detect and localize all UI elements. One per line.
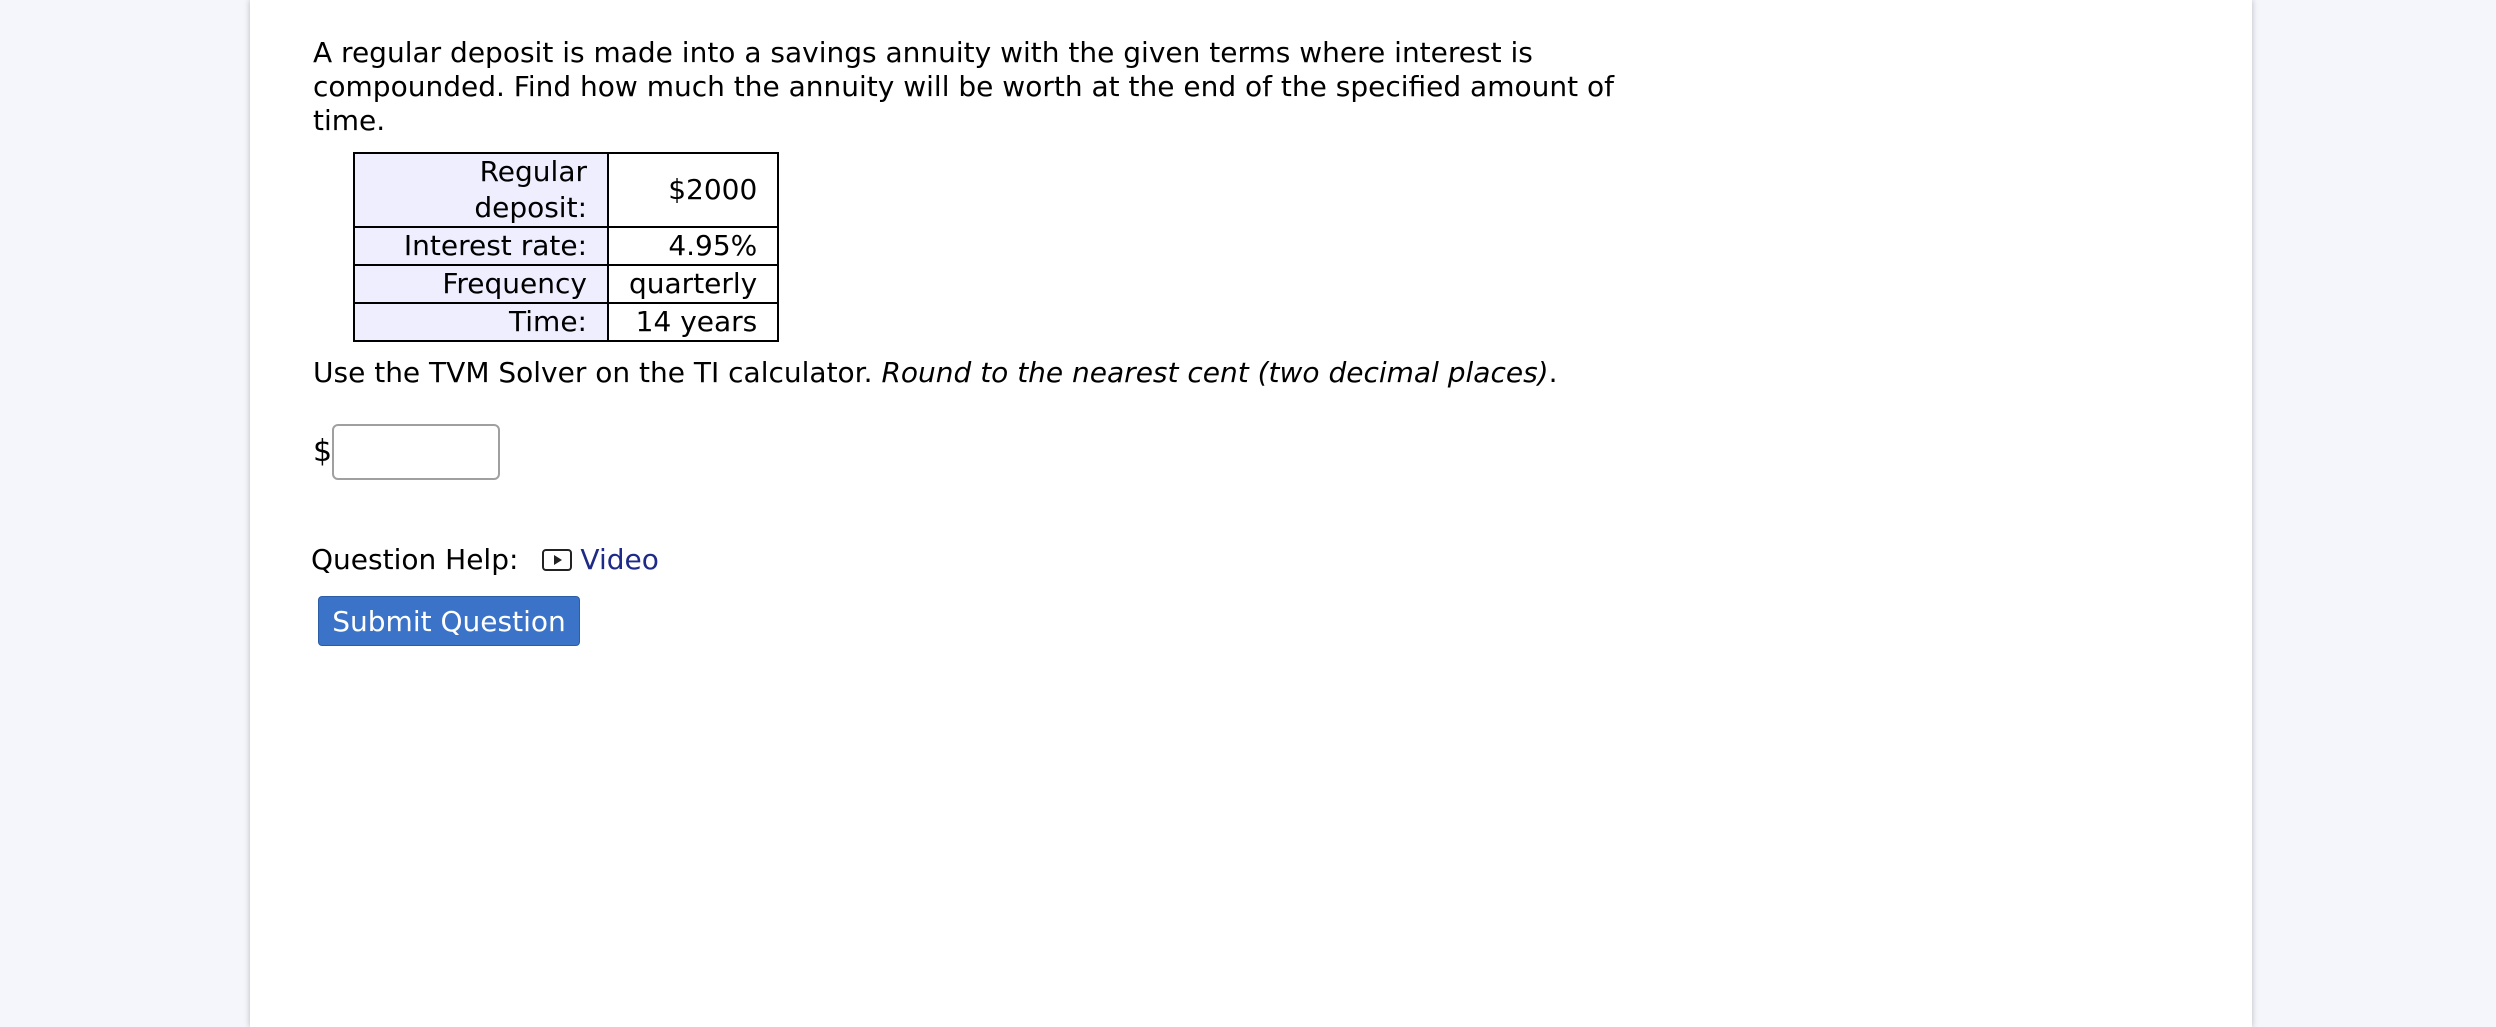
term-value: 4.95% (608, 227, 778, 265)
question-page (250, 0, 2252, 1027)
term-label: Regular deposit: (354, 153, 608, 227)
term-value: quarterly (608, 265, 778, 303)
video-link-label: Video (580, 543, 659, 576)
term-label: Interest rate: (354, 227, 608, 265)
answer-row (313, 424, 500, 480)
table-row (354, 303, 778, 341)
video-play-icon (542, 549, 572, 571)
question-prompt: A regular deposit is made into a savings annuity with the given terms where interest is compounded. Find how much the annuity will be worth at the end of the specified amount of time. (313, 36, 1614, 137)
term-label: Frequency (354, 265, 608, 303)
term-value: 14 years (608, 303, 778, 341)
rounding-instruction: Round to the nearest cent (two decimal places) (881, 356, 1549, 389)
instruction-end: . (1548, 356, 1558, 389)
table-row (354, 153, 778, 227)
annuity-terms-table (353, 152, 779, 342)
submit-question-button[interactable]: Submit Question (318, 596, 580, 646)
question-help (311, 542, 659, 578)
question-content (311, 36, 1713, 638)
term-label: Time: (354, 303, 608, 341)
question-help-label: Question Help: (311, 543, 519, 576)
video-help-link[interactable] (542, 542, 658, 578)
instruction-text: Use the TVM Solver on the TI calculator. (313, 356, 873, 389)
question-instruction (313, 356, 1558, 390)
table-row (354, 265, 778, 303)
answer-input[interactable] (332, 424, 500, 480)
term-value: $2000 (608, 153, 778, 227)
table-row (354, 227, 778, 265)
currency-symbol: $ (313, 434, 333, 469)
